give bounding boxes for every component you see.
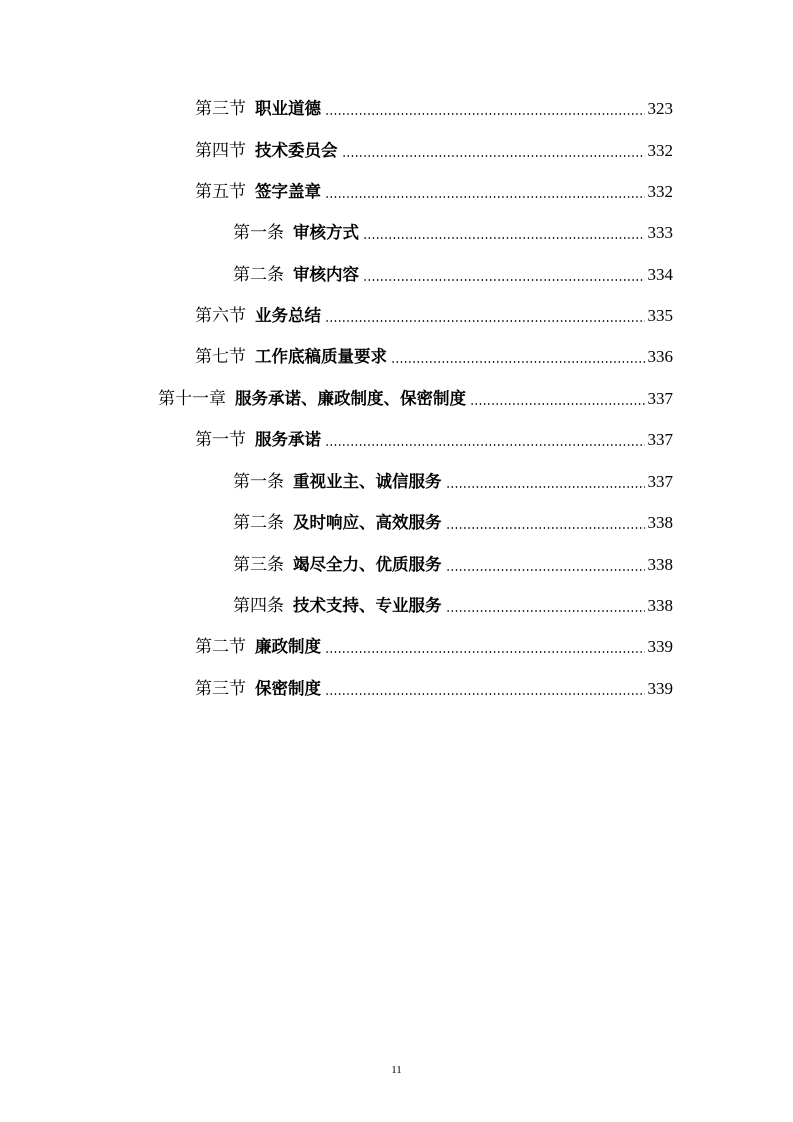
toc-entry-number: 第十一章: [158, 389, 226, 409]
toc-entry[interactable]: [195, 674, 673, 704]
toc-entry-number: 第一节: [195, 430, 246, 450]
toc-dot-leader: [446, 481, 645, 493]
toc-dot-leader: [325, 439, 645, 451]
toc-entry[interactable]: [195, 425, 673, 455]
toc-entry-number: 第五节: [195, 182, 246, 202]
toc-entry-number: 第二条: [233, 513, 284, 533]
toc-dot-leader: [446, 522, 645, 534]
toc-entry-title: 廉政制度: [255, 637, 321, 656]
toc-entry[interactable]: [233, 591, 673, 621]
toc-entry-title: 业务总结: [255, 306, 321, 325]
toc-entry-number: 第四条: [233, 596, 284, 616]
toc-entry-title: 工作底稿质量要求: [255, 347, 387, 366]
toc-entry-page: 337: [647, 430, 673, 449]
toc-entry-page: 336: [647, 347, 673, 366]
toc-entry-number: 第三条: [233, 555, 284, 575]
toc-entry-page: 333: [647, 223, 673, 242]
toc-entry[interactable]: [195, 177, 673, 207]
toc-dot-leader: [391, 356, 645, 368]
toc-dot-leader: [363, 232, 645, 244]
toc-dot-leader: [363, 274, 645, 286]
toc-entry-title: 竭尽全力、优质服务: [293, 555, 442, 574]
toc-entry[interactable]: [233, 260, 673, 290]
toc-entry-number: 第一条: [233, 223, 284, 243]
toc-entry[interactable]: [233, 550, 673, 580]
toc-entry[interactable]: [195, 94, 673, 124]
toc-entry[interactable]: [233, 508, 673, 538]
toc-dot-leader: [325, 108, 645, 120]
toc-entry-page: 339: [647, 679, 673, 698]
toc-entry-number: 第一条: [233, 472, 284, 492]
toc-entry-number: 第三节: [195, 679, 246, 699]
toc-dot-leader: [325, 646, 645, 658]
toc-entry-title: 服务承诺: [255, 430, 321, 449]
toc-dot-leader: [325, 191, 645, 203]
toc-entry-title: 技术委员会: [255, 141, 338, 160]
toc-entry-page: 323: [647, 99, 673, 118]
toc-entry-number: 第二条: [233, 265, 284, 285]
toc-entry-page: 338: [647, 513, 673, 532]
toc-entry-title: 审核方式: [293, 223, 359, 242]
toc-entry-number: 第三节: [195, 99, 246, 119]
page-number: 11: [391, 1064, 402, 1076]
toc-entry-page: 334: [647, 265, 673, 284]
toc-dot-leader: [342, 150, 645, 162]
toc-entry-title: 及时响应、高效服务: [293, 513, 442, 532]
toc-entry[interactable]: [233, 467, 673, 497]
toc-entry[interactable]: [195, 632, 673, 662]
toc-entry-page: 339: [647, 637, 673, 656]
toc-dot-leader: [446, 605, 645, 617]
toc-entry-title: 保密制度: [255, 679, 321, 698]
toc-entry-number: 第七节: [195, 347, 246, 367]
toc-entry-page: 332: [647, 182, 673, 201]
toc-dot-leader: [446, 564, 645, 576]
toc-entry-title: 审核内容: [293, 265, 359, 284]
toc-entry-title: 重视业主、诚信服务: [293, 472, 442, 491]
toc-entry[interactable]: [233, 218, 673, 248]
toc-entry-chapter[interactable]: [158, 384, 673, 414]
toc-entry-page: 337: [647, 472, 673, 491]
toc-entry-number: 第六节: [195, 306, 246, 326]
toc-entry-page: 335: [647, 306, 673, 325]
toc-entry-title: 职业道德: [255, 99, 321, 118]
toc-entry-title: 服务承诺、廉政制度、保密制度: [235, 389, 466, 408]
toc-entry-title: 技术支持、专业服务: [293, 596, 442, 615]
toc-entry-title: 签字盖章: [255, 182, 321, 201]
toc-entry-number: 第二节: [195, 637, 246, 657]
toc-entry-page: 338: [647, 555, 673, 574]
toc-dot-leader: [325, 315, 645, 327]
toc-dot-leader: [470, 398, 645, 410]
toc-entry-number: 第四节: [195, 141, 246, 161]
toc-entry-page: 338: [647, 596, 673, 615]
toc-entry[interactable]: [195, 136, 673, 166]
toc-entry[interactable]: [195, 342, 673, 372]
toc-entry-page: 332: [647, 141, 673, 160]
toc-entry-page: 337: [647, 389, 673, 408]
toc-entry[interactable]: [195, 301, 673, 331]
toc-dot-leader: [325, 688, 645, 700]
